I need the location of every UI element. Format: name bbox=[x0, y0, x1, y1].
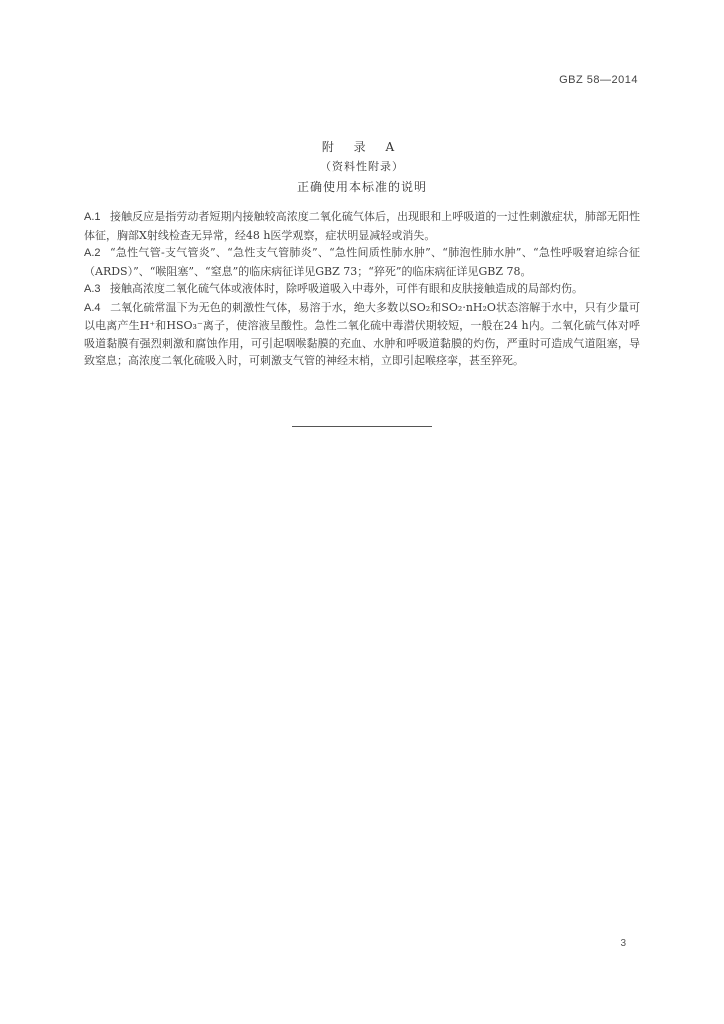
clause-a2 bbox=[84, 244, 640, 280]
end-rule bbox=[292, 426, 432, 427]
appendix-label: 附 录 A bbox=[321, 140, 403, 154]
clause-number: A.3 bbox=[84, 283, 101, 295]
clause-number: A.2 bbox=[84, 247, 101, 259]
standard-code: GBZ 58—2014 bbox=[559, 74, 638, 86]
appendix-title: 正确使用本标准的说明 bbox=[296, 180, 427, 194]
appendix-type: （资料性附录） bbox=[320, 160, 404, 173]
clause-a1 bbox=[84, 208, 640, 244]
clause-text: 接触高浓度二氧化硫气体或液体时，除呼吸道吸入中毒外，可伴有眼和皮肤接触造成的局部灼伤。 bbox=[110, 282, 583, 295]
appendix-body bbox=[84, 208, 640, 370]
clause-a4 bbox=[84, 299, 640, 370]
clause-number: A.4 bbox=[84, 301, 101, 314]
clause-text: 二氧化硫常温下为无色的刺激性气体，易溶于水，绝大多数以SO₂和SO₂·nH₂O状态溶解于水中，只有少量可以电离产生H⁺和HSO₃⁻离子，使溶液呈酸性。急性二氧化硫中毒潜伏期较短，一般在24 h内。二氧化硫气体对呼吸道黏膜有强烈刺激和腐蚀作用，可引起咽喉黏膜的充血、水肿和呼吸道黏膜的灼伤，严重时可造成气道阻塞，导致窒息；高浓度二氧化硫吸入时，可刺激支气管的神经末梢，立即引起喉痉挛，甚至猝死。 bbox=[84, 300, 640, 367]
clause-number: A.1 bbox=[84, 211, 101, 223]
page-number: 3 bbox=[620, 938, 626, 949]
appendix-heading bbox=[0, 137, 724, 197]
clause-text: “急性气管-支气管炎”、“急性支气管肺炎”、“急性间质性肺水肿”、“肺泡性肺水肿”、“急性呼吸窘迫综合征（ARDS）”、“喉阻塞”、“窒息”的临床病征详见GBZ 73；“猝死”的临床病征详见GBZ 78。 bbox=[84, 246, 640, 278]
clause-a3 bbox=[84, 280, 640, 299]
clause-text: 接触反应是指劳动者短期内接触较高浓度二氧化硫气体后，出现眼和上呼吸道的一过性刺激症状，肺部无阳性体征，胸部X射线检查无异常，经48 h医学观察，症状明显减轻或消失。 bbox=[84, 210, 640, 242]
